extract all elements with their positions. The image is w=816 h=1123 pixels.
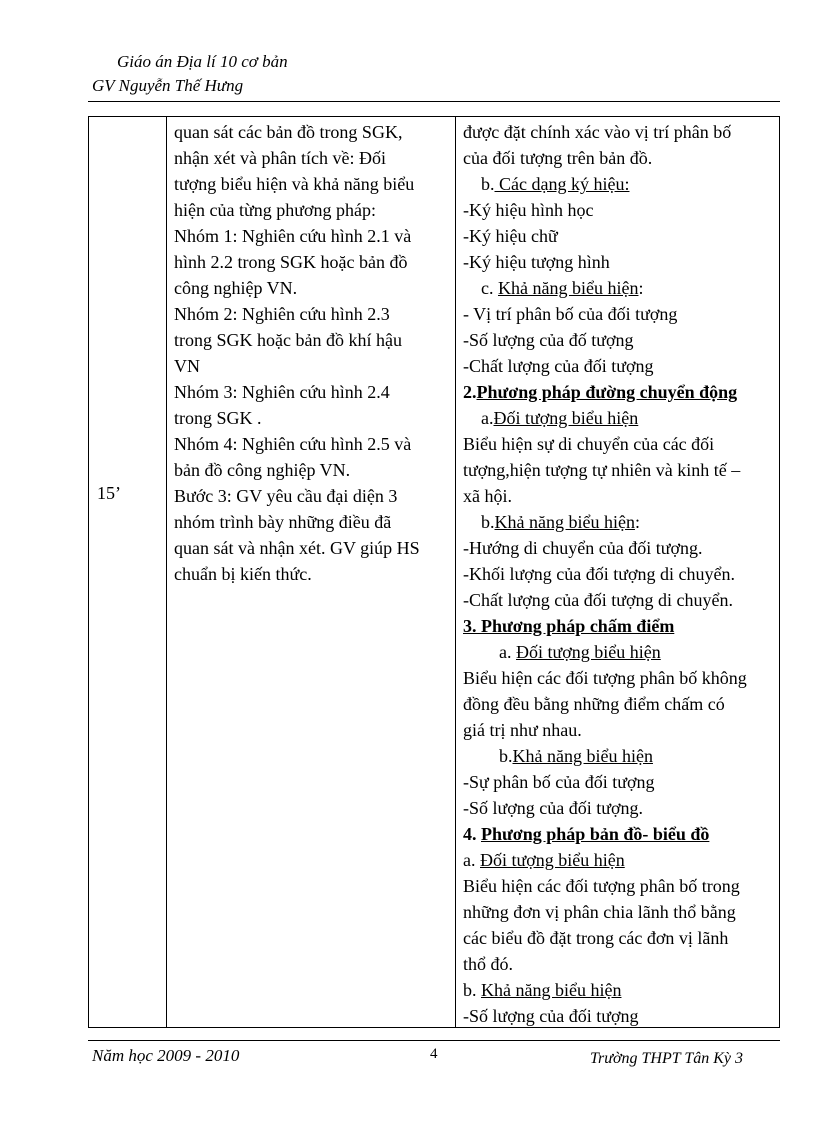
- activity-line: tượng biểu hiện và khả năng biểu: [174, 174, 415, 194]
- activity-line: Nhóm 1: Nghiên cứu hình 2.1 và: [174, 226, 412, 246]
- content-line-text: Phương pháp bản đồ- biểu đồ: [481, 824, 710, 844]
- content-line-text: đồng đều bằng những điểm chấm có: [463, 694, 725, 714]
- content-line: [463, 379, 779, 405]
- activity-line: bản đồ công nghiệp VN.: [174, 460, 351, 480]
- content-line-text: -Ký hiệu hình học: [463, 200, 594, 220]
- content-line-text: -Chất lượng của đối tượng: [463, 356, 654, 376]
- content-line: [463, 405, 779, 431]
- header-divider: [88, 101, 780, 102]
- content-line: [463, 483, 779, 509]
- content-line-text: Đối tượng biểu hiện: [493, 408, 639, 428]
- content-line-text: Đối tượng biểu hiện: [516, 642, 661, 662]
- content-line-prefix: 4.: [463, 824, 481, 844]
- content-line: [463, 561, 779, 587]
- content-line-text: các biểu đồ đặt trong các đơn vị lãnh: [463, 928, 729, 948]
- content-line: [463, 639, 779, 665]
- content-line-text: Khả năng biểu hiện: [512, 746, 653, 766]
- content-line: [463, 821, 779, 847]
- activity-line: hiện của từng phương pháp:: [174, 200, 376, 220]
- time-cell: 15’: [97, 483, 121, 503]
- content-line-prefix: a.: [463, 850, 480, 870]
- lesson-table: [88, 116, 780, 1028]
- content-line-prefix: b.: [463, 174, 495, 194]
- content-line-text: những đơn vị phân chia lãnh thổ bằng: [463, 902, 736, 922]
- content-line: [463, 769, 779, 795]
- content-column: [463, 119, 779, 1029]
- content-line-text: -Chất lượng của đối tượng di chuyển.: [463, 590, 733, 610]
- content-line-text: -Ký hiệu chữ: [463, 226, 558, 246]
- activity-line: quan sát các bản đồ trong SGK,: [174, 122, 403, 142]
- activity-line: Nhóm 3: Nghiên cứu hình 2.4: [174, 382, 390, 402]
- activity-line: trong SGK hoặc bản đồ khí hậu: [174, 330, 402, 350]
- content-line: [463, 145, 779, 171]
- content-line-text: Biểu hiện các đối tượng phân bố không: [463, 668, 747, 688]
- content-line-prefix: 2.: [463, 382, 477, 402]
- content-line-text: -Số lượng của đố tượng: [463, 330, 634, 350]
- content-line: [463, 535, 779, 561]
- activity-line: trong SGK .: [174, 408, 262, 428]
- content-line: [463, 743, 779, 769]
- content-line-prefix: b.: [463, 512, 495, 532]
- content-line: [463, 587, 779, 613]
- content-line: [463, 223, 779, 249]
- activity-line: VN: [174, 356, 200, 376]
- content-line-text: thổ đó.: [463, 954, 514, 974]
- page-number: 4: [430, 1046, 438, 1062]
- content-line-text: -Hướng di chuyển của đối tượng.: [463, 538, 703, 558]
- content-line: [463, 509, 779, 535]
- content-line: [463, 353, 779, 379]
- activity-line: công nghiệp VN.: [174, 278, 298, 298]
- content-line: [463, 951, 779, 977]
- footer-school-name: Trường THPT Tân Kỳ 3: [590, 1050, 744, 1067]
- content-line: [463, 119, 779, 145]
- content-line: [463, 691, 779, 717]
- content-line-text: -Số lượng của đối tượng: [463, 1006, 639, 1026]
- content-line-prefix: c.: [463, 278, 498, 298]
- content-line-prefix: a.: [463, 408, 494, 428]
- content-line: [463, 1003, 779, 1029]
- content-line-prefix: a.: [463, 642, 516, 662]
- content-line: [463, 171, 779, 197]
- activity-line: Nhóm 2: Nghiên cứu hình 2.3: [174, 304, 390, 324]
- content-line: [463, 301, 779, 327]
- column-divider: [455, 117, 456, 1027]
- content-line-text: Đối tượng biểu hiện: [480, 850, 625, 870]
- content-line-suffix: :: [634, 512, 640, 532]
- content-line: [463, 327, 779, 353]
- activity-line: hình 2.2 trong SGK hoặc bản đồ: [174, 252, 408, 272]
- footer-divider: [88, 1040, 780, 1041]
- content-line-text: xã hội.: [463, 486, 512, 506]
- content-line-text: -Sự phân bố của đối tượng: [463, 772, 655, 792]
- content-line-prefix: b.: [463, 980, 481, 1000]
- activity-line: Bước 3: GV yêu cầu đại diện 3: [174, 486, 398, 506]
- content-line: [463, 977, 779, 1003]
- content-line: [463, 925, 779, 951]
- content-line-text: Biểu hiện sự di chuyển của các đối: [463, 434, 715, 454]
- content-line-text: 3. Phương pháp chấm điểm: [463, 616, 675, 636]
- content-line: [463, 899, 779, 925]
- content-line-prefix: b.: [463, 746, 513, 766]
- content-line-text: -Số lượng của đối tượng.: [463, 798, 644, 818]
- content-line: [463, 873, 779, 899]
- content-line-text: Khả năng biểu hiện: [494, 512, 635, 532]
- activity-line: chuẩn bị kiến thức.: [174, 564, 312, 584]
- content-line: [463, 431, 779, 457]
- content-line: [463, 249, 779, 275]
- header-teacher: GV Nguyễn Thế Hưng: [92, 76, 244, 95]
- footer-school-year: Năm học 2009 - 2010: [92, 1046, 240, 1065]
- activity-column: [174, 119, 452, 587]
- content-line-text: - Vị trí phân bố của đối tượng: [463, 304, 678, 324]
- content-line-text: Các dạng ký hiệu:: [494, 174, 630, 194]
- activity-line: quan sát và nhận xét. GV giúp HS: [174, 538, 420, 558]
- content-line: [463, 457, 779, 483]
- content-line-text: -Ký hiệu tượng hình: [463, 252, 610, 272]
- content-line-text: được đặt chính xác vào vị trí phân bố: [463, 122, 732, 142]
- content-line: [463, 613, 779, 639]
- content-line: [463, 665, 779, 691]
- content-line-text: giá trị như nhau.: [463, 720, 582, 740]
- content-line-text: Khả năng biểu hiện: [481, 980, 622, 1000]
- content-line: [463, 847, 779, 873]
- content-line-text: của đối tượng trên bản đồ.: [463, 148, 653, 168]
- content-line: [463, 197, 779, 223]
- content-line-text: Biểu hiện các đối tượng phân bố trong: [463, 876, 740, 896]
- content-line-text: Phương pháp đường chuyển động: [476, 382, 738, 402]
- content-line: [463, 717, 779, 743]
- content-line-suffix: :: [638, 278, 644, 298]
- activity-line: nhóm trình bày những điều đã: [174, 512, 392, 532]
- content-line: [463, 275, 779, 301]
- header-title: Giáo án Địa lí 10 cơ bản: [117, 52, 288, 71]
- content-line-text: Khả năng biểu hiện: [498, 278, 639, 298]
- content-line: [463, 795, 779, 821]
- content-line-text: tượng,hiện tượng tự nhiên và kinh tế –: [463, 460, 741, 480]
- activity-line: nhận xét và phân tích về: Đối: [174, 148, 386, 168]
- activity-line: Nhóm 4: Nghiên cứu hình 2.5 và: [174, 434, 412, 454]
- column-divider: [166, 117, 167, 1027]
- content-line-text: -Khối lượng của đối tượng di chuyển.: [463, 564, 736, 584]
